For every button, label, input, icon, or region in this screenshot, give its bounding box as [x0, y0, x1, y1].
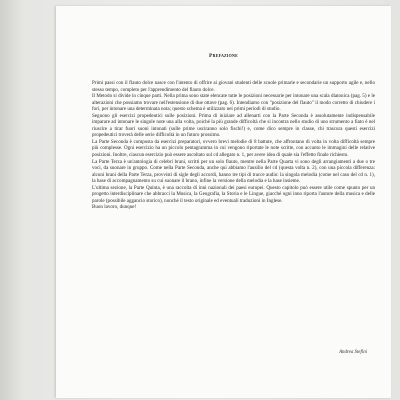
paragraph-2: Il Metodo si divide in cinque parti. Nella prima sono state elencate tutte le posizioni necessarie per intonare una scala diatonica (pag. 5) e le alterazioni che possiamo trovare nell'estensione di due ottave (pag. 6). Intendiamo con "posizione del flauto" il modo corretto di chiudere i fori, per intonare una determinata nota; questo schema è utilizzato nei primi periodi di studio. [92, 93, 375, 113]
author-signature: Andrea Stefini [339, 350, 367, 355]
paragraph-4: La Parte Seconda è composta da esercizi preparatori, ovvero brevi melodie di 8 battute, che affrontano di volta in volta difficoltà sempre più complesse. Ogni esercizio ha un piccolo pentagramma in cui vengono riportate le note scritte, con accanto le immagini delle relative posizioni. Inoltre, ciascun esercizio può essere ascoltato sul cd allegato n. 1, per avere idea di quale sia l'effetto finale richiesto. [92, 138, 375, 159]
paragraph-1: Primi passi con il flauto dolce nasce con l'intento di offrire ai giovani studenti delle scuole primarie e secondarie un supporto agile e, nello stesso tempo, completo per l'apprendimento del flauto dolce. [92, 80, 375, 93]
page-title: Prefazione [209, 53, 238, 59]
paragraph-6: L'ultima sezione, la Parte Quinta, è una raccolta di inni nazionali dei paesi europei. Questo capitolo può essere utile come spunto per un progetto interdisciplinare che abbracci la Musica, la Geografia, la Storia e le Lingue, giacché ogni inno riporta l'autore della musica e delle parole (possibile aggancio storico), nonché il testo originale ed eventuali traduzioni in Inglese. [92, 184, 375, 204]
paragraph-5: La Parte Terza è un'antologia di celebri brani, scritti per un solo flauto, mentre nella Parte Quarta vi sono degli arrangiamenti a due o tre voci, da suonare in gruppo. Come nella Parte Seconda, anche qui abbiamo l'ausilio del cd (questa volta n. 2), con una piccola differenza: alcuni brani della Parte Terza, provvisti di sigle degli accordi, hanno tre tipi di tracce audio: la singola melodia (come nel caso del cd n. 1), la base di accompagnamento su cui suonare il brano, infine la versione della melodia e la base insieme. [92, 158, 375, 185]
book-page [56, 6, 391, 398]
paragraph-7: Buon lavoro, dunque! [92, 204, 137, 211]
paragraph-3: Seguono gli esercizi propedeutici sulle posizioni. Prima di iniziare ad allenarti con la Parte Seconda è assolutamente indispensabile imparare ad intonare le singole note una alla volta, poiché la più grande difficoltà che si incontra nello studio di uno strumento a fiato è nel riuscire a tirar fuori suoni intonati (sulle prime usciranno solo fischi!) e, come dico sempre in classe, chi trascura questi esercizi propedeutici troverà delle serie difficoltà in un futuro prossimo. [92, 112, 375, 139]
preface-body [92, 80, 375, 211]
